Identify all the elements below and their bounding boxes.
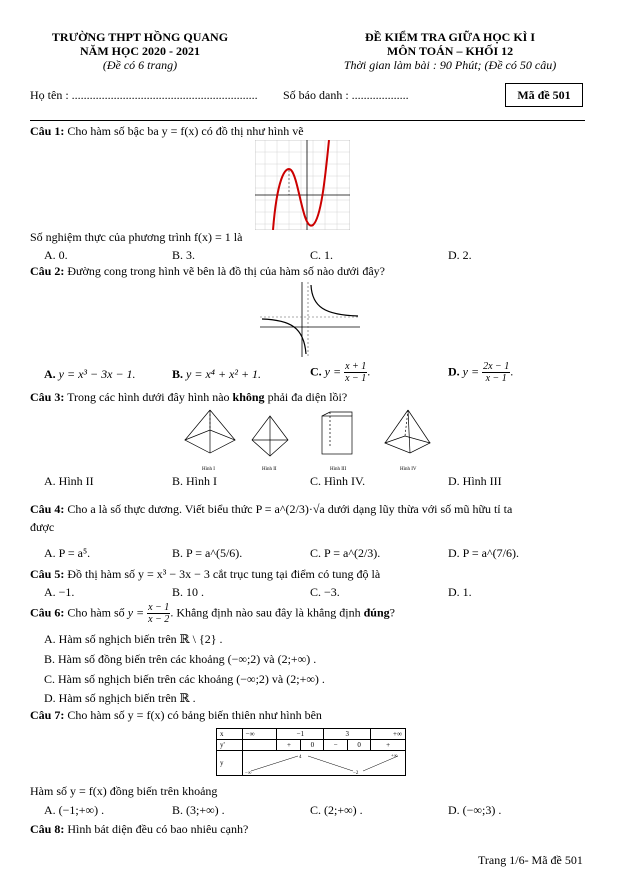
q2-option-b[interactable]: B. y = x⁴ + x² + 1. <box>172 367 262 381</box>
question-8: Câu 8: Hình bát diện đều có bao nhiêu cạnh? <box>30 822 249 836</box>
question-4-cont: được <box>30 520 55 534</box>
fig-label-2: Hình II <box>262 467 277 472</box>
subject: MÔN TOÁN – KHỐI 12 <box>386 44 514 58</box>
q7-option-b[interactable]: B. (3;+∞) . <box>172 803 225 817</box>
exam-title: ĐỀ KIỂM TRA GIỮA HỌC KÌ I <box>364 30 536 44</box>
q3-option-b[interactable]: B. Hình I <box>172 474 217 488</box>
q4-option-a[interactable]: A. P = a⁵. <box>44 546 91 560</box>
q3-option-a[interactable]: A. Hình II <box>44 474 94 488</box>
page-footer: Trang 1/6- Mã đề 501 <box>478 853 583 867</box>
svg-text:4: 4 <box>298 755 302 760</box>
page-count: (Đề có 6 trang) <box>102 58 178 72</box>
fig-label-1: Hình I <box>202 467 215 472</box>
q1-option-b[interactable]: B. 3. <box>172 248 196 262</box>
q1-graph <box>255 140 350 230</box>
q2-option-a[interactable]: A. y = x³ − 3x − 1. <box>44 367 136 381</box>
q6-option-d[interactable]: D. Hàm số nghịch biến trên ℝ . <box>44 691 196 705</box>
school-name: TRƯỜNG THPT HỒNG QUANG <box>51 30 229 44</box>
variation-table <box>216 728 406 776</box>
q1-option-c[interactable]: C. 1. <box>310 248 334 262</box>
q2-option-c[interactable]: C. y = $\frac{x + 1}{x - 1}$ . <box>310 361 371 384</box>
question-1: Câu 1: Cho hàm số bậc ba y = f(x) có đồ thị như hình vẽ <box>30 124 304 138</box>
q1-option-a[interactable]: A. 0. <box>44 248 68 262</box>
fig-label-3: Hình III <box>330 467 347 472</box>
header-right <box>300 30 600 72</box>
table-arrows <box>243 751 403 775</box>
q6-option-c[interactable]: C. Hàm số nghịch biến trên các khoảng (−∞;2) và (2;+∞) . <box>44 672 325 686</box>
svg-text:−2: −2 <box>352 771 358 775</box>
table-row-yprime: y' + 0 − 0 + <box>217 740 406 751</box>
question-1-sub: Số nghiệm thực của phương trình f(x) = 1 là <box>30 230 243 244</box>
school-year: NĂM HỌC 2020 - 2021 <box>80 44 200 58</box>
svg-text:+∞: +∞ <box>390 754 398 759</box>
question-7: Câu 7: Cho hàm số y = f(x) có bảng biến thiên như hình bên <box>30 708 322 722</box>
sbd-field: Số báo danh : ................... <box>283 88 409 102</box>
question-5: Câu 5: Đồ thị hàm số y = x³ − 3x − 3 cắt trục tung tại điểm có tung độ là <box>30 567 381 581</box>
header-divider <box>30 120 585 121</box>
question-4: Câu 4: Cho a là số thực dương. Viết biểu thức P = a^(2/3)·√a dưới dạng lũy thừa với số mũ hữu tỉ ta <box>30 502 513 516</box>
q3-option-d[interactable]: D. Hình III <box>448 474 502 488</box>
q5-option-c[interactable]: C. −3. <box>310 585 340 599</box>
question-7-sub: Hàm số y = f(x) đồng biến trên khoảng <box>30 784 218 798</box>
exam-code: Mã đề 501 <box>505 83 583 107</box>
q6-option-b[interactable]: B. Hàm số đồng biến trên các khoảng (−∞;2) và (2;+∞) . <box>44 652 317 666</box>
question-2: Câu 2: Đường cong trong hình vẽ bên là đồ thị của hàm số nào dưới đây? <box>30 264 385 278</box>
question-6: Câu 6: Cho hàm số y = $\frac{x - 1}{x - 2}$ . Khẳng định nào sau đây là khẳng định đúng? <box>30 602 395 625</box>
q7-option-c[interactable]: C. (2;+∞) . <box>310 803 363 817</box>
q2-option-d[interactable]: D. y = $\frac{2x - 1}{x - 1}$ . <box>448 361 514 384</box>
q4-option-c[interactable]: C. P = a^(2/3). <box>310 546 381 560</box>
q2-graph <box>260 282 360 357</box>
q1-option-d[interactable]: D. 2. <box>448 248 472 262</box>
fig-label-4: Hình IV <box>400 467 417 472</box>
q4-option-d[interactable]: D. P = a^(7/6). <box>448 546 519 560</box>
name-field: Họ tên : .............................................................. <box>30 88 258 102</box>
question-3: Câu 3: Trong các hình dưới đây hình nào không phải đa diện lồi? <box>30 390 348 404</box>
exam-time: Thời gian làm bài : 90 Phút; (Đề có 50 câu) <box>343 58 557 72</box>
q5-option-a[interactable]: A. −1. <box>44 585 75 599</box>
q7-option-d[interactable]: D. (−∞;3) . <box>448 803 502 817</box>
q5-option-d[interactable]: D. 1. <box>448 585 472 599</box>
q6-option-a[interactable]: A. Hàm số nghịch biến trên ℝ \ {2} . <box>44 632 223 646</box>
q7-option-a[interactable]: A. (−1;+∞) . <box>44 803 105 817</box>
table-row-y: y 4 +∞ −∞ −2 <box>217 751 406 776</box>
q3-figures <box>180 408 435 473</box>
q4-option-b[interactable]: B. P = a^(5/6). <box>172 546 243 560</box>
table-row-x: x −∞ −1 3 +∞ <box>217 729 406 740</box>
header-left <box>30 30 250 72</box>
q5-option-b[interactable]: B. 10 . <box>172 585 205 599</box>
q3-option-c[interactable]: C. Hình IV. <box>310 474 366 488</box>
svg-text:−∞: −∞ <box>244 771 252 775</box>
